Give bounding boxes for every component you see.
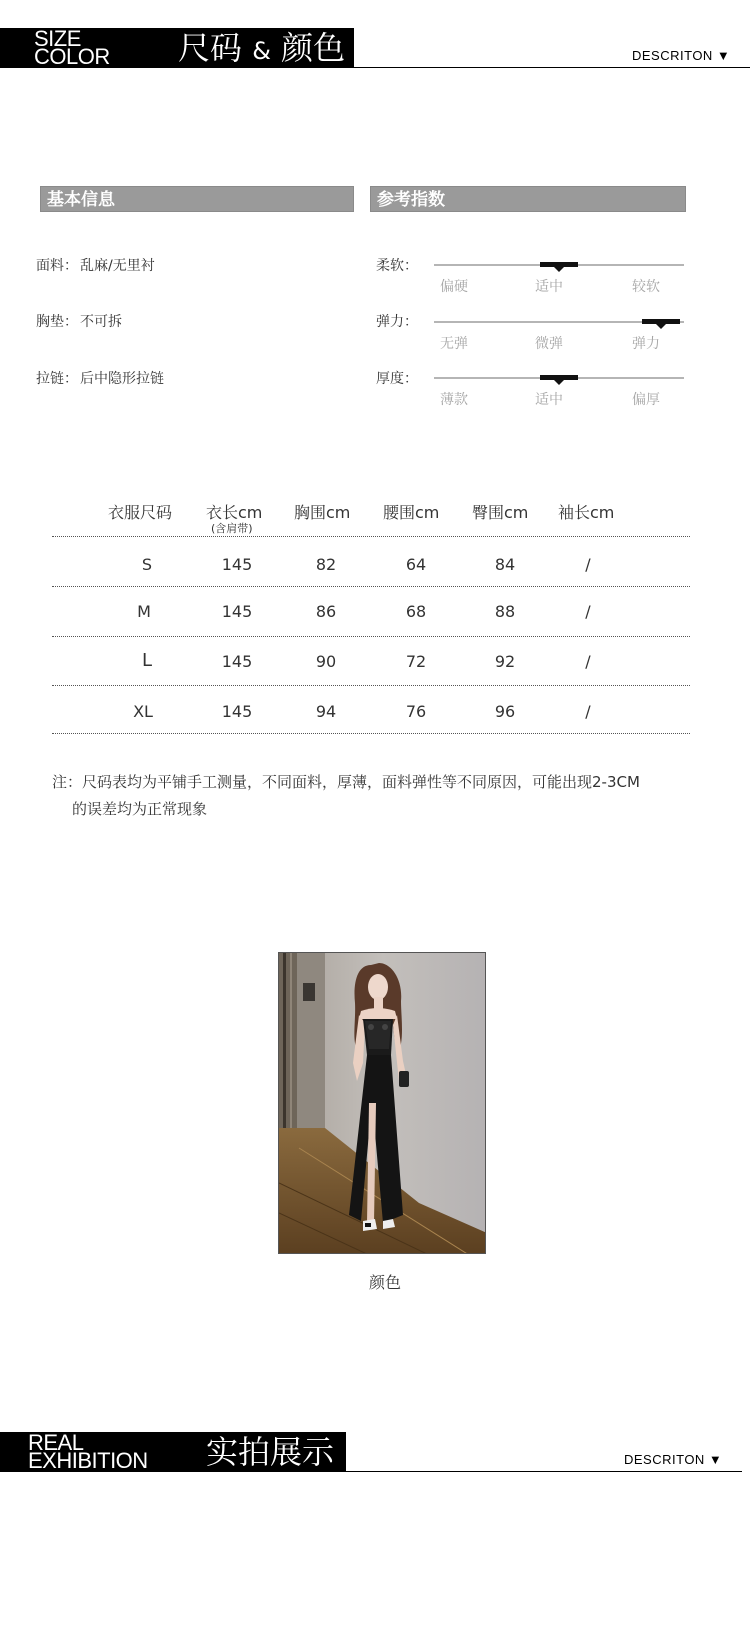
- softness-scale: [434, 264, 684, 300]
- info-row-zipper: 拉链： 后中隐形拉链: [36, 371, 164, 387]
- table-divider: [52, 733, 690, 734]
- table-cell: /: [585, 652, 591, 671]
- index-label-elasticity: 弹力：: [376, 314, 418, 330]
- table-cell: 76: [405, 702, 427, 721]
- elasticity-scale: [434, 321, 684, 357]
- table-cell: 94: [315, 702, 337, 721]
- index-label-softness: 柔软：: [376, 258, 418, 274]
- table-cell: 82: [315, 555, 337, 574]
- table-cell: 72: [405, 652, 427, 671]
- scale-option: 薄款: [440, 392, 468, 408]
- scale-option: 弹力: [632, 336, 660, 352]
- scale-option: 适中: [535, 392, 563, 408]
- table-divider: [52, 586, 690, 587]
- banner-english-title: SIZE COLOR: [34, 26, 110, 69]
- table-header-length-note: (含肩带): [211, 522, 253, 535]
- banner-english-title: REAL EXHIBITION: [28, 1430, 148, 1473]
- table-cell: /: [585, 555, 591, 574]
- product-photo: [278, 952, 486, 1254]
- table-header-waist: 腰围cm: [383, 503, 440, 522]
- basic-info-title: 基本信息: [40, 186, 354, 212]
- note-line-2: 的误差均为正常现象: [72, 800, 208, 818]
- table-cell: 86: [315, 602, 337, 621]
- table-cell: 145: [221, 652, 253, 671]
- scale-option: 无弹: [440, 336, 468, 352]
- table-header-sleeve: 袖长cm: [558, 503, 615, 522]
- measurement-note: [52, 769, 692, 823]
- table-cell: XL: [133, 702, 153, 721]
- dress-model-illustration: [279, 953, 486, 1254]
- descriton-label: DESCRITON ▼: [624, 1452, 723, 1467]
- table-cell: L: [141, 650, 153, 671]
- table-cell: /: [585, 702, 591, 721]
- table-cell: /: [585, 602, 591, 621]
- scale-option: 偏硬: [440, 279, 468, 295]
- banner-rule: [346, 1471, 742, 1472]
- info-row-fabric: 面料： 乱麻/无里衬: [36, 258, 155, 274]
- size-color-banner: [0, 28, 750, 72]
- scale-option: 偏厚: [632, 392, 660, 408]
- table-cell: 145: [221, 702, 253, 721]
- thickness-scale: [434, 377, 684, 413]
- scale-option: 微弹: [535, 336, 563, 352]
- banner-chinese-title: 尺码 & 颜色: [178, 29, 346, 67]
- table-cell: 68: [405, 602, 427, 621]
- table-cell: 90: [315, 652, 337, 671]
- table-cell: 64: [405, 555, 427, 574]
- scale-marker: [540, 375, 578, 380]
- real-exhibition-banner: [0, 1432, 750, 1476]
- banner-black-block: [0, 1432, 346, 1472]
- table-cell: 88: [494, 602, 516, 621]
- note-line-1: 注：尺码表均为平铺手工测量，不同面料，厚薄，面料弹性等不同原因，可能出现2-3CM: [52, 773, 640, 791]
- banner-rule: [354, 67, 750, 68]
- color-caption: 颜色: [368, 1273, 401, 1292]
- table-cell: 92: [494, 652, 516, 671]
- scale-option: 适中: [535, 279, 563, 295]
- scale-marker: [642, 319, 680, 324]
- table-divider: [52, 685, 690, 686]
- table-cell: S: [141, 555, 153, 574]
- table-cell: 145: [221, 602, 253, 621]
- table-divider: [52, 636, 690, 637]
- table-cell: 96: [494, 702, 516, 721]
- info-row-chest-pad: 胸垫： 不可拆: [36, 314, 122, 330]
- banner-chinese-title: 实拍展示: [206, 1433, 335, 1471]
- banner-black-block: [0, 28, 354, 68]
- index-label-thickness: 厚度：: [376, 371, 418, 387]
- table-divider: [52, 536, 690, 537]
- table-header-hip: 臀围cm: [472, 503, 529, 522]
- scale-option: 较软: [632, 279, 660, 295]
- table-cell: 84: [494, 555, 516, 574]
- table-header-size: 衣服尺码: [108, 503, 173, 522]
- descriton-label: DESCRITON ▼: [632, 48, 731, 63]
- table-cell: M: [137, 602, 151, 621]
- table-header-length: 衣长cm: [206, 503, 263, 522]
- scale-marker: [540, 262, 578, 267]
- reference-index-title: 参考指数: [370, 186, 686, 212]
- table-cell: 145: [221, 555, 253, 574]
- table-header-chest: 胸围cm: [294, 503, 351, 522]
